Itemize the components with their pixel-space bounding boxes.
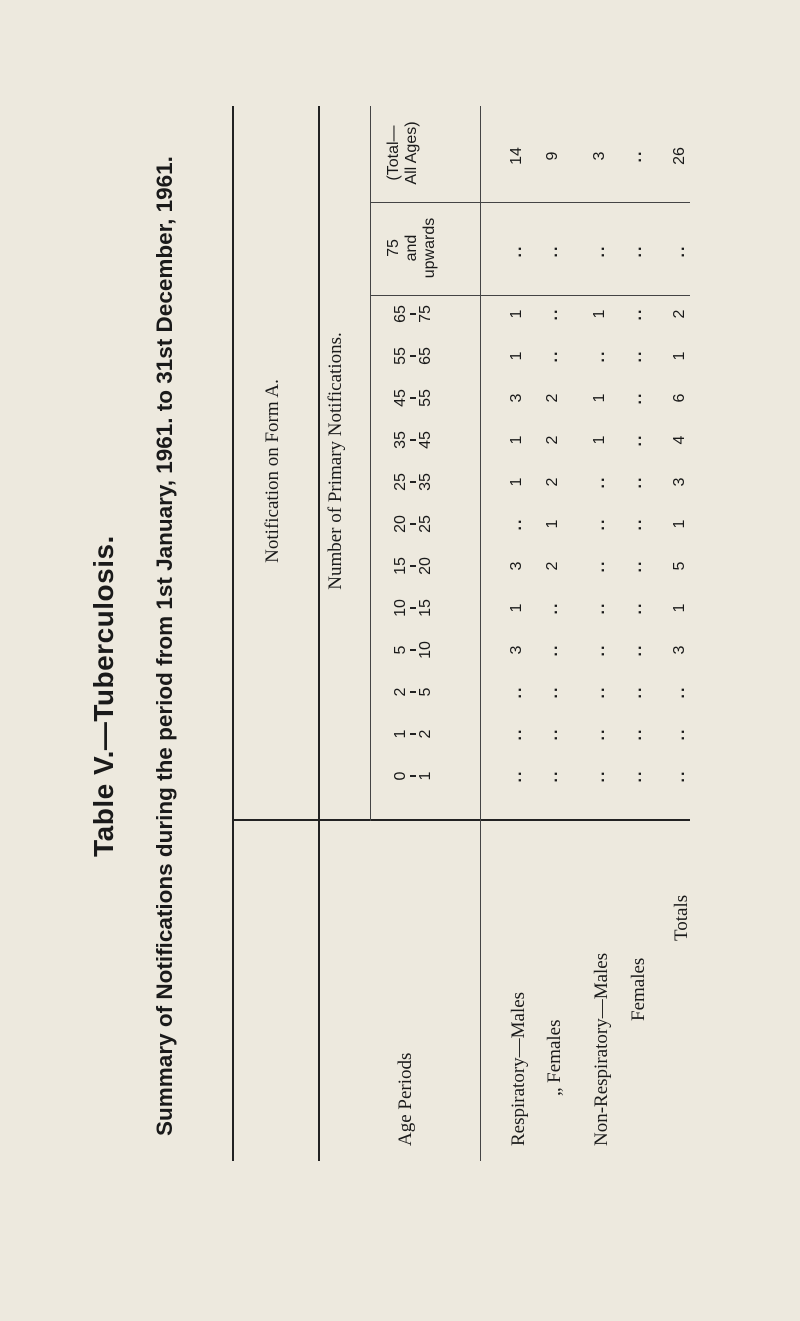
data-start-rule: [480, 106, 481, 1161]
table-cell: ..: [591, 559, 608, 573]
table-cell: 2: [544, 477, 561, 487]
row-label: Females: [628, 957, 649, 1021]
table-cell: ..: [591, 475, 608, 489]
table-cell: ..: [628, 244, 645, 258]
age-from: 10: [392, 599, 409, 617]
table-cell: 1: [508, 435, 525, 445]
table-cell: ..: [628, 433, 645, 447]
table-cell: ..: [508, 685, 525, 699]
table-cell: 3: [671, 477, 688, 487]
table-cell: ..: [544, 349, 561, 363]
table-cell: 1: [508, 603, 525, 613]
table-cell: ..: [628, 727, 645, 741]
age-group-header: [392, 420, 434, 460]
table-subtitle: Summary of Notifications during the period from 1st January, 1961. to 31st December, 1961.: [152, 156, 177, 1136]
age-divider: [410, 649, 416, 651]
table-cell: 1: [671, 519, 688, 529]
table-cell: 9: [544, 151, 561, 161]
age-divider: [410, 523, 416, 525]
table-cell: ..: [628, 685, 645, 699]
table-cell: ..: [628, 149, 645, 163]
table-cell: ..: [544, 727, 561, 741]
table-cell: 1: [591, 309, 608, 319]
age-group-header: [392, 546, 434, 586]
table-cell: ..: [628, 391, 645, 405]
table-cell: ..: [544, 769, 561, 783]
table-cell: 26: [671, 147, 688, 165]
age-from: 20: [392, 515, 409, 533]
age-group-header: [392, 672, 434, 712]
age-from: 55: [392, 347, 409, 365]
age-to: 2: [417, 729, 434, 739]
table-cell: 3: [508, 393, 525, 403]
table-cell: ..: [628, 601, 645, 615]
age-from: 15: [392, 557, 409, 575]
age-group-header: [392, 504, 434, 544]
age-from: 45: [392, 389, 409, 407]
age-group-header: [392, 378, 434, 418]
form-header-rule: [318, 106, 320, 1161]
age-divider: [410, 607, 416, 609]
age-group-header: [392, 588, 434, 628]
age-to: 10: [417, 641, 434, 659]
table-cell: 4: [671, 435, 688, 445]
table-cell: 1: [544, 519, 561, 529]
age-from: 65: [392, 305, 409, 323]
table-cell: ..: [544, 307, 561, 321]
table-cell: 1: [671, 351, 688, 361]
age-divider: [410, 313, 416, 315]
table-cell: ..: [671, 727, 688, 741]
age-to: 35: [417, 473, 434, 491]
age-header-rule: [370, 106, 371, 821]
age-divider: [410, 439, 416, 441]
age-divider: [410, 565, 416, 567]
age-from: 0: [392, 771, 409, 781]
row-label: Non-Respiratory—Males: [591, 952, 612, 1146]
table-cell: ..: [628, 643, 645, 657]
age-to: 75: [417, 305, 434, 323]
age-divider: [410, 775, 416, 777]
label-column-rule: [232, 819, 690, 821]
table-cell: 3: [591, 151, 608, 161]
age-from: 35: [392, 431, 409, 449]
table-cell: 1: [508, 351, 525, 361]
table-cell: ..: [671, 685, 688, 699]
table-cell: ..: [544, 643, 561, 657]
row-label: Respiratory—Males: [508, 991, 529, 1146]
table-cell: 1: [508, 309, 525, 319]
table-cell: 1: [591, 435, 608, 445]
age-to: 25: [417, 515, 434, 533]
table-cell: 2: [544, 561, 561, 571]
age-divider: [410, 481, 416, 483]
table-cell: ..: [544, 601, 561, 615]
age-group-header: [392, 714, 434, 754]
table-cell: ..: [591, 727, 608, 741]
row-label: Totals: [671, 894, 692, 941]
table-cell: ..: [671, 244, 688, 258]
age-75-upwards-header: 75 and upwards: [385, 217, 438, 279]
table-cell: 5: [671, 561, 688, 571]
table-cell: ..: [544, 244, 561, 258]
table-cell: ..: [508, 727, 525, 741]
table-cell: ..: [508, 769, 525, 783]
table-cell: ..: [591, 769, 608, 783]
table-cell: ..: [508, 517, 525, 531]
age-group-header: [392, 294, 434, 334]
age-to: 45: [417, 431, 434, 449]
age-to: 15: [417, 599, 434, 617]
age-from: 1: [392, 729, 409, 739]
table-cell: ..: [628, 769, 645, 783]
table-cell: ..: [591, 517, 608, 531]
age-group-header: [392, 462, 434, 502]
table-cell: ..: [671, 769, 688, 783]
age-periods-label: Age Periods: [395, 1052, 416, 1146]
table-cell: 1: [508, 477, 525, 487]
table-cell: 14: [508, 147, 525, 165]
age-to: 1: [417, 771, 434, 781]
age-divider: [410, 691, 416, 693]
table-cell: 2: [544, 435, 561, 445]
table-cell: ..: [628, 475, 645, 489]
table-title: Table V.—Tuberculosis.: [88, 535, 119, 857]
age-from: 5: [392, 645, 409, 655]
table-cell: 2: [544, 393, 561, 403]
table-cell: 3: [671, 645, 688, 655]
table-cell: ..: [591, 685, 608, 699]
table-cell: 1: [591, 393, 608, 403]
table-cell: ..: [628, 517, 645, 531]
form-a-header: Notification on Form A.: [262, 379, 283, 563]
age-to: 55: [417, 389, 434, 407]
row-label: „ Females: [544, 1019, 565, 1096]
total-column-rule: [370, 202, 690, 203]
top-rule: [232, 106, 234, 1161]
primary-notifications-header: Number of Primary Notifications.: [325, 332, 346, 590]
table-cell: 3: [508, 561, 525, 571]
table-cell: ..: [628, 559, 645, 573]
table-cell: ..: [591, 244, 608, 258]
table-cell: ..: [591, 601, 608, 615]
age-from: 25: [392, 473, 409, 491]
table-cell: ..: [628, 307, 645, 321]
table-cell: 2: [671, 309, 688, 319]
age-to: 20: [417, 557, 434, 575]
table-cell: 1: [671, 603, 688, 613]
age-to: 65: [417, 347, 434, 365]
age-divider: [410, 397, 416, 399]
total-all-ages-header: (Total— All Ages): [385, 121, 420, 185]
table-cell: ..: [591, 643, 608, 657]
table-cell: ..: [544, 685, 561, 699]
age-group-header: [392, 630, 434, 670]
age-group-header: [392, 756, 434, 796]
age-divider: [410, 733, 416, 735]
age-divider: [410, 355, 416, 357]
table-cell: ..: [628, 349, 645, 363]
age-group-header: [392, 336, 434, 376]
table-cell: ..: [591, 349, 608, 363]
upwards-column-rule: [370, 295, 690, 296]
age-from: 2: [392, 687, 409, 697]
table-cell: 6: [671, 393, 688, 403]
table-cell: ..: [508, 244, 525, 258]
age-to: 5: [417, 687, 434, 697]
table-cell: 3: [508, 645, 525, 655]
